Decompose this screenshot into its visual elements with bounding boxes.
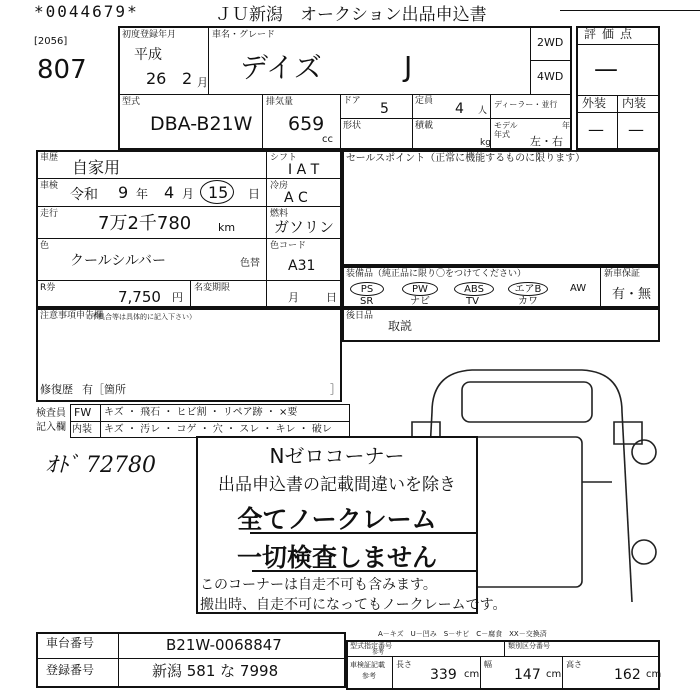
shift-value: I A T xyxy=(288,162,320,178)
rating-label: 評価点 xyxy=(584,27,639,41)
equip-abs: ABS xyxy=(454,282,494,296)
wheel-front-right xyxy=(632,440,656,464)
drive-2wd: 2WD xyxy=(537,36,564,49)
shape-label: 形状 xyxy=(343,121,362,131)
load-label: 積載 xyxy=(415,121,434,131)
equipment-label: 装備品（純正品に限り〇をつけてください） xyxy=(346,269,527,279)
chassis-label: 車台番号 xyxy=(46,636,95,650)
equip-sr: SR xyxy=(360,296,374,307)
back-seat-value: 取説 xyxy=(388,319,413,333)
sales-point-box xyxy=(342,150,660,266)
color-code-label: 色コード xyxy=(270,241,307,251)
type-spec-sub: 参考 xyxy=(372,649,385,656)
steering-side: 左・右 xyxy=(530,135,563,148)
deadline-day-unit: 日 xyxy=(326,291,337,304)
inspection-day-circle xyxy=(200,180,234,204)
doors-label: ドア xyxy=(343,96,361,106)
height-value: 162 xyxy=(614,667,641,683)
mileage-unit: km xyxy=(218,221,236,234)
auction-code: [2056] xyxy=(34,36,68,47)
length-unit: cm xyxy=(464,669,480,680)
attention-label: 注意事項申告欄 xyxy=(40,311,104,321)
recycle-unit: 円 xyxy=(172,291,183,304)
car-grade: J xyxy=(404,50,413,83)
deadline-month-unit: 月 xyxy=(288,291,299,304)
aircon-value: A C xyxy=(284,190,308,206)
inspector-fw-label: FW xyxy=(74,406,92,419)
color-value: クールシルバー xyxy=(70,253,167,269)
inspector-interior-items: キズ ・ 汚レ ・ コゲ ・ 穴 ・ スレ ・ キレ ・ 破レ xyxy=(104,424,332,435)
doors-value: 5 xyxy=(380,101,389,117)
height-unit: cm xyxy=(646,669,662,680)
interior-value: — xyxy=(628,120,644,139)
mileage-label: 走行 xyxy=(40,209,59,219)
aircon-label: 冷房 xyxy=(270,181,289,191)
usage-value: 自家用 xyxy=(72,158,121,177)
displacement-value: 659 xyxy=(288,113,325,135)
equip-pw: PW xyxy=(402,282,438,296)
registration-month: 2 xyxy=(182,69,193,88)
width-unit: cm xyxy=(546,669,562,680)
repair-end: ］ xyxy=(330,383,341,396)
inspection-day: 15 xyxy=(208,183,229,202)
drive-4wd: 4WD xyxy=(537,70,564,83)
inspection-era: 令和 xyxy=(70,187,98,203)
car-name-label: 車名・グレード xyxy=(212,30,276,40)
shift-label: シフト xyxy=(270,153,298,163)
registration-year: 26 xyxy=(146,69,167,88)
color-change-label: 色替 xyxy=(240,258,260,269)
notice-line-1: 出品申込書の記載間違いを除き xyxy=(218,475,456,495)
model-code: DBA-B21W xyxy=(150,113,253,135)
notice-line-4: このコーナーは自走不可も含みます。 xyxy=(200,577,437,593)
fuel-label: 燃料 xyxy=(270,209,289,219)
chassis-number: B21W-0068847 xyxy=(166,636,282,654)
handwritten-odometer: ｵﾄﾞ 72780 xyxy=(46,453,156,478)
repair-value: 有［箇所 xyxy=(82,383,126,396)
repair-label: 修復歴 xyxy=(40,383,73,396)
rating-value: — xyxy=(594,55,618,83)
notice-line-3: 一切検査しません xyxy=(236,543,437,572)
notice-line-2: 全てノークレーム xyxy=(237,505,437,534)
wheel-rear-right xyxy=(632,540,656,564)
notice-title: Nゼロコーナー xyxy=(269,444,405,468)
width-value: 147 xyxy=(514,667,541,683)
exterior-value: — xyxy=(588,120,604,139)
inspection-label: 車検 xyxy=(40,181,59,191)
attention-note: （不具合等は具体的に記入下さい） xyxy=(84,313,196,321)
equip-aw: AW xyxy=(570,283,587,294)
new-car-warranty-value: 有・無 xyxy=(612,287,652,302)
form-title: ＪＵ新潟 オークション出品申込書 xyxy=(215,5,487,25)
car-hood xyxy=(462,382,592,422)
inspection-year: 9 xyxy=(118,183,129,202)
capacity-value: 4 xyxy=(455,101,464,117)
inspection-month: 4 xyxy=(164,183,175,202)
inspector-label-1: 検査員 xyxy=(36,408,66,419)
color-code: A31 xyxy=(288,258,316,274)
registration-era: 平成 xyxy=(134,47,162,63)
color-label: 色 xyxy=(40,241,50,251)
equip-tv: TV xyxy=(466,296,479,307)
recycle-value: 7,750 xyxy=(118,288,161,306)
inspection-month-unit: 月 xyxy=(182,187,195,201)
displacement-label: 排気量 xyxy=(266,97,294,107)
deadline-label: 名変期限 xyxy=(194,283,231,293)
equip-leather: カワ xyxy=(518,296,538,307)
back-seat-label: 後日品 xyxy=(346,311,374,321)
dimensions-sub: 参考 xyxy=(362,672,376,680)
damage-legend: A－キズ U－凹み S－サビ C－腐食 XX－交換済 xyxy=(378,630,547,638)
usage-label: 車歴 xyxy=(40,153,59,163)
model-label: 型式 xyxy=(122,97,141,107)
model-year-unit: 年 xyxy=(562,121,570,130)
equip-airbag: エアB xyxy=(508,282,548,296)
spec-box xyxy=(346,640,660,690)
header-rule xyxy=(560,10,700,11)
load-unit: kg xyxy=(480,138,491,148)
equip-ps: PS xyxy=(350,282,384,296)
plate-number: 新潟 581 な 7998 xyxy=(152,662,279,680)
sales-point-label: セールスポイント（正常に機能するものに限ります） xyxy=(346,153,586,164)
car-body-right xyxy=(622,412,632,602)
type-spec-label: 型式指定番号 xyxy=(350,642,392,650)
car-cabin xyxy=(472,437,582,587)
inspector-label-2: 記入欄 xyxy=(36,422,66,433)
dimensions-label: 車検証記載 xyxy=(350,661,385,669)
serial-number: *0044679* xyxy=(34,2,139,21)
capacity-unit: 人 xyxy=(478,106,488,116)
model-year-label: モデル年式 xyxy=(494,121,518,139)
inspector-interior-label: 内装 xyxy=(72,424,92,435)
length-value: 339 xyxy=(430,667,457,683)
width-label: 幅 xyxy=(484,660,492,669)
displacement-unit: cc xyxy=(322,134,333,145)
notice-line-5: 搬出時、自走不可になってもノークレームです。 xyxy=(200,597,507,613)
registration-month-unit: 月 xyxy=(197,76,208,89)
inspection-year-unit: 年 xyxy=(136,187,149,201)
length-label: 長さ xyxy=(396,660,412,669)
fuel-value: ガソリン xyxy=(274,218,335,236)
height-label: 高さ xyxy=(566,660,582,669)
lot-number: 807 xyxy=(37,55,87,85)
category-label: 類別区分番号 xyxy=(508,642,550,650)
dealer-label: ディーラー・並行 xyxy=(494,100,558,109)
recycle-label: R券 xyxy=(40,283,56,293)
car-front-outline xyxy=(432,370,622,412)
mileage-value: 7万2千780 xyxy=(98,213,192,234)
plate-label: 登録番号 xyxy=(46,663,95,677)
interior-label: 内装 xyxy=(622,96,647,110)
equip-navi: ナビ xyxy=(410,296,430,307)
capacity-label: 定員 xyxy=(415,96,434,106)
new-car-warranty-label: 新車保証 xyxy=(604,269,641,279)
inspector-fw-items: キズ ・ 飛石 ・ ヒビ割 ・ リペア跡 ・ ×要 xyxy=(104,407,298,418)
inspection-day-unit: 日 xyxy=(248,187,261,201)
car-name: デイズ xyxy=(240,51,322,84)
registration-label: 初度登録年月 xyxy=(122,30,177,40)
car-right-mirror xyxy=(614,422,642,444)
exterior-label: 外装 xyxy=(582,96,607,110)
